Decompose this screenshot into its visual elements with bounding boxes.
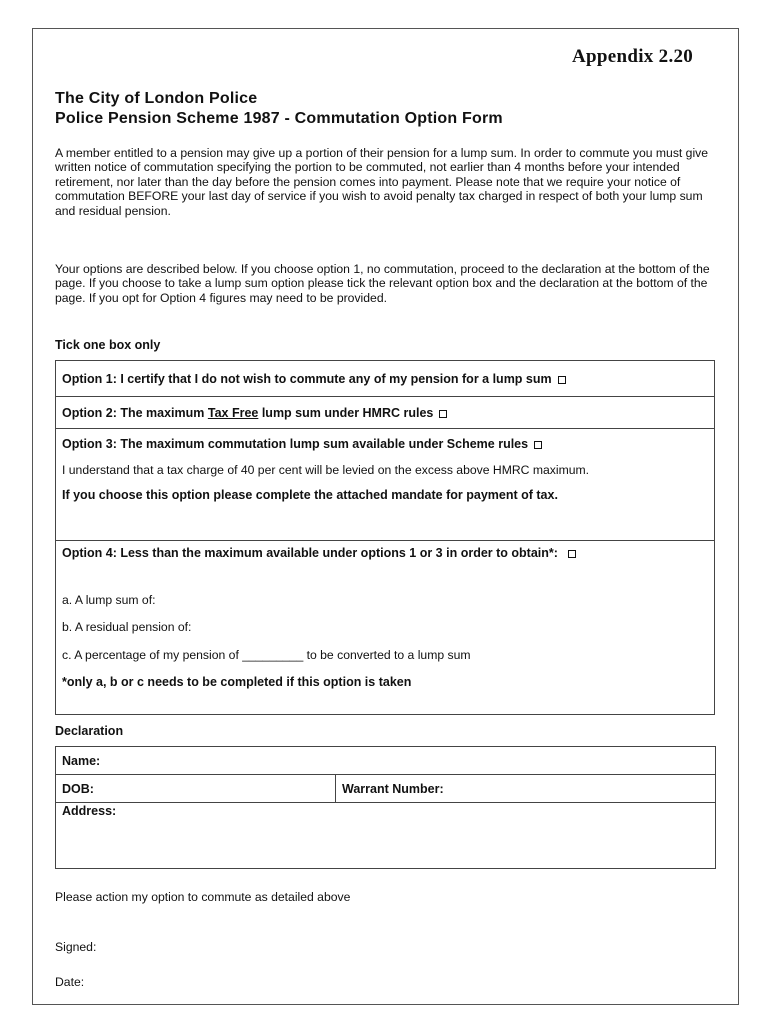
name-label: Name: bbox=[62, 753, 101, 768]
option-1-row[interactable] bbox=[56, 361, 715, 397]
option-4-a[interactable]: a. A lump sum of: bbox=[62, 593, 156, 607]
intro-text-2: Your options are described below. If you choose option 1, no commutation, proceed to the declaration at the bottom of the page. If you choose to take a lump sum option please tick the relevant option box and the declaration at the bottom of the page. If you opt for Option 4 figures may need to be provided. bbox=[55, 262, 710, 305]
title-line-1: The City of London Police bbox=[55, 90, 258, 107]
appendix-label: Appendix 2.20 bbox=[572, 46, 694, 67]
declaration-heading: Declaration bbox=[55, 724, 124, 738]
option-1-checkbox[interactable] bbox=[558, 376, 566, 384]
option-4-b[interactable]: b. A residual pension of: bbox=[62, 620, 192, 634]
option-4-checkbox[interactable] bbox=[568, 550, 576, 558]
option-2-label-post: lump sum under HMRC rules bbox=[258, 405, 434, 420]
tick-label: Tick one box only bbox=[55, 338, 161, 352]
intro-paragraph-2 bbox=[55, 262, 720, 305]
dob-label: DOB: bbox=[62, 781, 94, 796]
option-3-mandate: If you choose this option please complete the attached mandate for payment of tax. bbox=[62, 488, 558, 502]
form-title: Police Pension Scheme 1987 - Commutation Option Form bbox=[55, 110, 503, 127]
intro-paragraph-1 bbox=[55, 146, 720, 218]
declaration-table bbox=[55, 746, 716, 869]
option-1-label: Option 1: I certify that I do not wish to commute any of my pension for a lump sum bbox=[62, 371, 552, 386]
signed-field[interactable]: Signed: bbox=[55, 940, 97, 954]
option-3-label: Option 3: The maximum commutation lump sum available under Scheme rules bbox=[62, 437, 529, 451]
date-field[interactable]: Date: bbox=[55, 975, 85, 989]
option-3-checkbox[interactable] bbox=[534, 441, 542, 449]
intro-text-1: A member entitled to a pension may give up a portion of their pension for a lump sum. In order to commute you must give written notice of commutation specifying the portion to be commuted, not earlier than 4 months before your intended retirement, nor later than the day before the pension comes into payment. Please note that we require your notice of commutation BEFORE your last day of service if you wish to avoid penalty tax charged in respect of both your lump sum and residual pension. bbox=[55, 146, 709, 218]
address-label: Address: bbox=[62, 804, 117, 818]
address-field[interactable] bbox=[56, 803, 716, 869]
dob-field[interactable] bbox=[56, 775, 336, 803]
option-2-checkbox[interactable] bbox=[439, 410, 447, 418]
option-2-label-taxfree: Tax Free bbox=[207, 405, 259, 420]
warrant-number-label: Warrant Number: bbox=[342, 781, 444, 796]
option-4-row[interactable] bbox=[56, 541, 715, 715]
option-2-row[interactable] bbox=[56, 397, 715, 429]
name-field[interactable] bbox=[56, 747, 716, 775]
option-3-note: I understand that a tax charge of 40 per cent will be levied on the excess above HMRC maximum. bbox=[62, 463, 590, 477]
options-table bbox=[55, 360, 715, 715]
option-2-label-pre: Option 2: The maximum bbox=[62, 405, 208, 420]
option-4-note: *only a, b or c needs to be completed if this option is taken bbox=[62, 675, 412, 689]
action-statement: Please action my option to commute as detailed above bbox=[55, 890, 351, 904]
option-4-label: Option 4: Less than the maximum available under options 1 or 3 in order to obtain*: bbox=[62, 546, 558, 560]
warrant-number-field[interactable] bbox=[336, 775, 716, 803]
option-4-c[interactable]: c. A percentage of my pension of _________ to be converted to a lump sum bbox=[62, 648, 471, 662]
option-3-row[interactable] bbox=[56, 429, 715, 541]
